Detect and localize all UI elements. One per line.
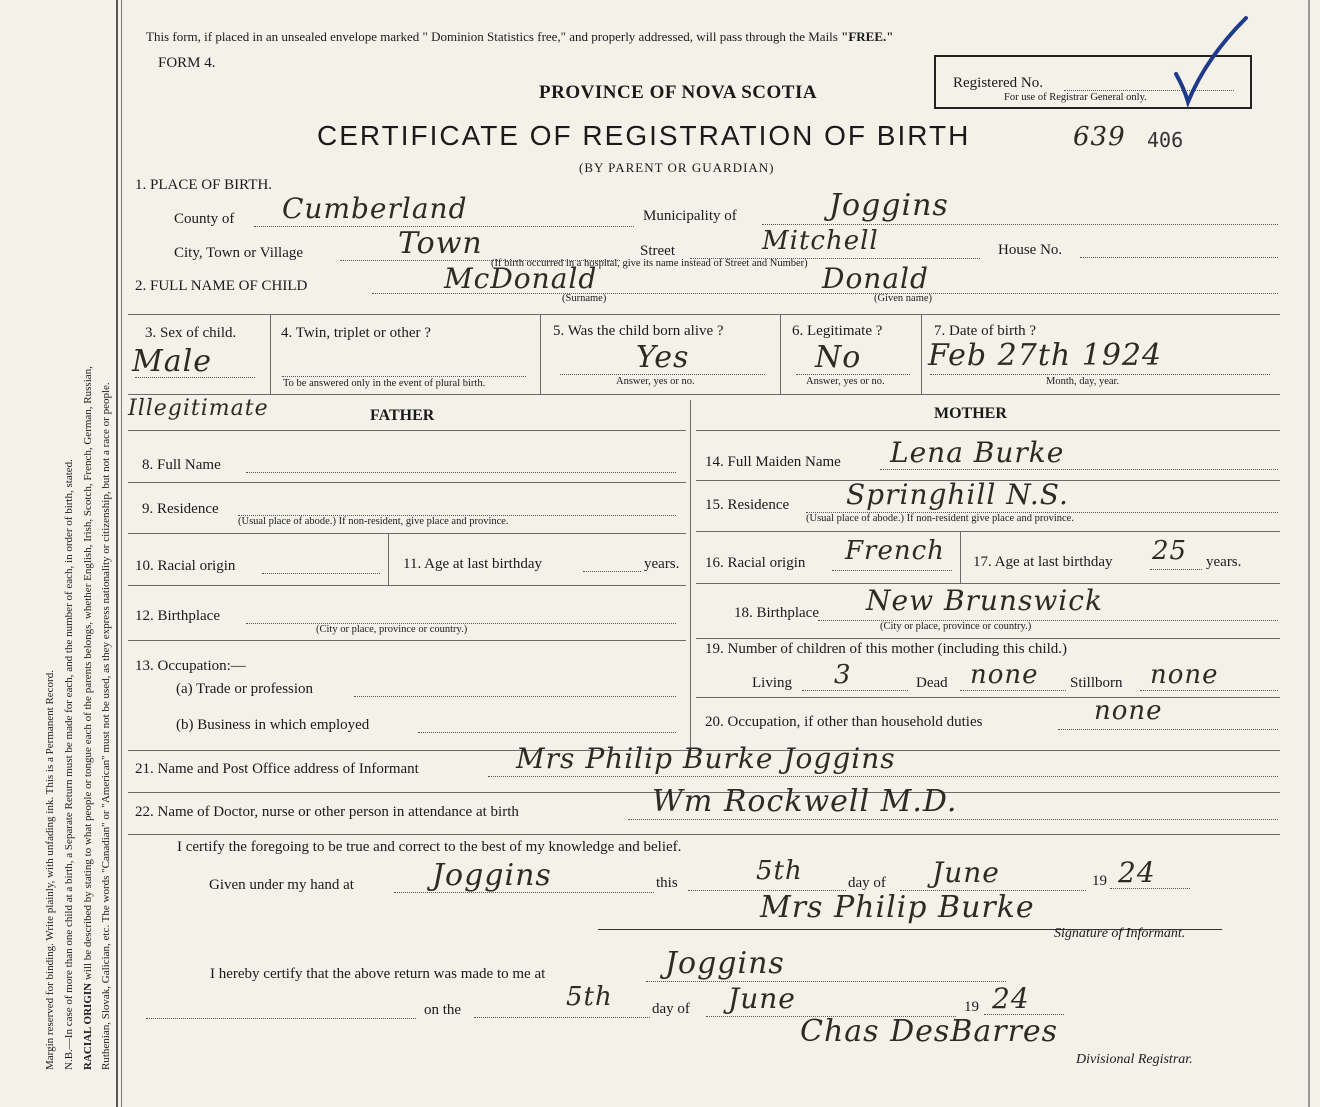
dob-line	[930, 374, 1270, 375]
certificate-number-handwritten: 639	[1073, 122, 1126, 152]
mother-dead-label: Dead	[916, 675, 948, 691]
rule-row3-top	[128, 314, 1280, 315]
mother-heading: MOTHER	[934, 405, 1007, 422]
mother-residence-value: Springhill N.S.	[846, 478, 1069, 511]
rule-10	[128, 533, 686, 534]
sex-value: Male	[132, 344, 212, 379]
registrar-label: Divisional Registrar.	[1076, 1052, 1193, 1067]
sex-label: 3. Sex of child.	[145, 325, 237, 341]
margin-note-3: RACIAL ORIGIN will be described by stating to what people or tongue each of the parents belongs, whether English, Irish, Scotch, French, German, Russian,	[82, 366, 94, 1070]
dob-label: 7. Date of birth ?	[934, 323, 1037, 339]
given-day: 5th	[756, 856, 803, 886]
informant-label: 21. Name and Post Office address of Informant	[135, 761, 419, 777]
certificate-number-stamp: 406	[1147, 128, 1184, 152]
registrar-statement: I hereby certify that the above return was made to me at	[210, 966, 546, 982]
dob-value: Feb 27th 1924	[928, 338, 1163, 373]
registrar-on-the-label: on the	[424, 1002, 462, 1018]
legitimate-note: Answer, yes or no.	[806, 376, 885, 387]
rule-20	[696, 697, 1280, 698]
rule-row3-v2	[540, 314, 541, 394]
father-age-label: 11. Age at last birthday	[403, 556, 542, 572]
mother-stillborn-value: none	[1150, 660, 1219, 690]
mother-residence-label: 15. Residence	[705, 497, 790, 513]
father-birthplace-note: (City or place, province or country.)	[316, 624, 468, 635]
rule-certification	[128, 834, 1280, 835]
certificate-title: CERTIFICATE OF REGISTRATION OF BIRTH	[317, 120, 971, 151]
registrar-lead-line	[146, 1018, 416, 1019]
binding-rule	[116, 0, 118, 1107]
rule-8	[128, 430, 686, 431]
given-year: 24	[1118, 856, 1156, 889]
doctor-value: Wm Rockwell M.D.	[652, 784, 958, 819]
mother-dead-value: none	[970, 660, 1039, 690]
informant-value: Mrs Philip Burke Joggins	[516, 742, 896, 775]
dob-note: Month, day, year.	[1046, 376, 1120, 387]
rule-center	[690, 400, 691, 756]
child-surname: McDonald	[444, 262, 598, 295]
surname-label: (Surname)	[562, 293, 607, 304]
mother-age-label: 17. Age at last birthday	[973, 554, 1113, 570]
margin-note-2: N.B.—In case of more than one child at a birth, a Separate Return must be made for each, and the number of each, in order of birth, stated.	[63, 459, 75, 1070]
mother-age-line	[1150, 569, 1202, 570]
twin-line	[282, 376, 526, 377]
informant-signature: Mrs Philip Burke	[760, 890, 1035, 925]
certificate-subtitle: (BY PARENT OR GUARDIAN)	[579, 160, 775, 175]
city-label: City, Town or Village	[174, 245, 304, 261]
mother-maiden-label: 14. Full Maiden Name	[705, 454, 841, 470]
rule-9	[128, 482, 686, 483]
registered-label: Registered No.	[953, 75, 1043, 91]
legitimate-label: 6. Legitimate ?	[792, 323, 883, 339]
county-value: Cumberland	[282, 192, 468, 225]
signature-label: Signature of Informant.	[1054, 926, 1186, 941]
registrar-day-line	[474, 1017, 650, 1018]
mother-living-line	[802, 690, 908, 691]
hospital-note: (If birth occurred in a hospital, give its name instead of Street and Number)	[491, 258, 808, 269]
mother-age-value: 25	[1152, 536, 1188, 566]
certification-statement: I certify the foregoing to be true and correct to the best of my knowledge and belief.	[177, 839, 682, 855]
rule-10-11	[388, 533, 389, 585]
registrar-day-of-label: day of	[652, 1001, 690, 1017]
doctor-label: 22. Name of Doctor, nurse or other person in attendance at birth	[135, 804, 519, 820]
margin-note-1: Margin reserved for binding. Write plainly, with unfading ink. This is a Permanent Record.	[44, 670, 56, 1070]
given-this-label: this	[656, 875, 678, 891]
father-occupation-label: 13. Occupation:—	[135, 658, 246, 674]
house-label: House No.	[998, 242, 1063, 258]
father-name-label: 8. Full Name	[142, 457, 221, 473]
father-residence-note: (Usual place of abode.) If non-resident, give place and province.	[238, 516, 509, 527]
twin-label: 4. Twin, triplet or other ?	[281, 325, 431, 341]
father-age-line	[583, 571, 641, 572]
margin-note-4: Ruthenian, Slovak, Galician, etc. The words "Canadian" or "American" must not be used, as they express nationality or citizenship, but not a race or people.	[100, 382, 112, 1070]
alive-value: Yes	[636, 340, 690, 375]
rule-14	[696, 430, 1280, 431]
mother-birthplace-label: 18. Birthplace	[734, 605, 819, 621]
mother-living-value: 3	[834, 660, 852, 690]
informant-line	[488, 776, 1278, 777]
registrar-year: 24	[992, 982, 1030, 1015]
house-line	[1080, 257, 1278, 258]
mother-dead-line	[960, 690, 1066, 691]
place-of-birth-label: 1. PLACE OF BIRTH.	[135, 177, 273, 193]
province-heading: PROVINCE OF NOVA SCOTIA	[539, 82, 818, 103]
mother-occupation-value: none	[1094, 696, 1163, 726]
father-racial-line	[262, 573, 380, 574]
rule-row3-v4	[921, 314, 922, 394]
registrar-signature: Chas DesBarres	[800, 1014, 1059, 1049]
father-racial-label: 10. Racial origin	[135, 558, 236, 574]
registrar-place: Joggins	[665, 946, 785, 981]
child-given-name: Donald	[822, 262, 929, 295]
county-label: County of	[174, 211, 235, 227]
given-label: Given under my hand at	[209, 877, 354, 893]
form-number: FORM 4.	[158, 55, 216, 71]
binding-rule-inner	[121, 0, 122, 1107]
street-label: Street	[640, 243, 675, 259]
mother-maiden-value: Lena Burke	[890, 436, 1065, 469]
father-name-line	[246, 472, 676, 473]
mother-racial-line	[832, 570, 952, 571]
registrar-year-prefix: 19	[964, 999, 979, 1015]
rule-16	[696, 531, 1280, 532]
mother-birthplace-note: (City or place, province or country.)	[880, 621, 1032, 632]
mother-occupation-line	[1058, 729, 1278, 730]
mother-stillborn-line	[1140, 690, 1278, 691]
legitimate-value: No	[815, 340, 862, 375]
mother-residence-note: (Usual place of abode.) If non-resident give place and province.	[806, 513, 1074, 524]
alive-note: Answer, yes or no.	[616, 376, 695, 387]
right-edge	[1308, 0, 1310, 1107]
mother-stillborn-label: Stillborn	[1070, 675, 1123, 691]
rule-16-17	[960, 531, 961, 583]
registrar-month: June	[728, 982, 796, 1015]
mother-occupation-label: 20. Occupation, if other than household duties	[705, 714, 983, 730]
municipality-value: Joggins	[829, 188, 949, 223]
registrar-day: 5th	[566, 982, 613, 1012]
mother-years: years.	[1206, 554, 1242, 570]
mother-children-label: 19. Number of children of this mother (including this child.)	[705, 641, 1068, 657]
father-residence-label: 9. Residence	[142, 501, 219, 517]
father-trade-label: (a) Trade or profession	[176, 681, 314, 697]
checkmark-icon	[1172, 12, 1252, 108]
given-place: Joggins	[432, 858, 552, 893]
father-business-line	[418, 732, 676, 733]
child-name-label: 2. FULL NAME OF CHILD	[135, 278, 308, 294]
legitimate-line	[796, 374, 910, 375]
mail-notice: This form, if placed in an unsealed envelope marked " Dominion Statistics free," and properly addressed, will pass through the Mails "FREE."	[146, 29, 894, 44]
father-heading: FATHER	[370, 407, 435, 424]
twin-note: To be answered only in the event of plural birth.	[283, 378, 486, 389]
municipality-line	[762, 224, 1278, 225]
rule-19	[696, 638, 1280, 639]
given-year-line	[1110, 888, 1190, 889]
registrar-place-line	[646, 981, 1006, 982]
rule-row3-bottom	[128, 394, 1280, 395]
alive-label: 5. Was the child born alive ?	[553, 323, 724, 339]
rule-12	[128, 585, 686, 586]
illegitimate-note: Illegitimate	[128, 396, 269, 421]
city-value: Town	[398, 226, 483, 261]
father-business-label: (b) Business in which employed	[176, 717, 370, 733]
mother-living-label: Living	[752, 675, 792, 691]
alive-line	[560, 374, 765, 375]
given-name-label: (Given name)	[874, 293, 933, 304]
father-trade-line	[354, 696, 676, 697]
doctor-line	[628, 819, 1278, 820]
municipality-label: Municipality of	[643, 208, 737, 224]
rule-row3-v3	[780, 314, 781, 394]
sex-line	[135, 377, 255, 378]
mother-racial-label: 16. Racial origin	[705, 555, 806, 571]
rule-row3-v1	[270, 314, 271, 394]
rule-13	[128, 640, 686, 641]
given-day-of-label: day of	[848, 875, 886, 891]
mother-birthplace-value: New Brunswick	[866, 584, 1103, 617]
father-years: years.	[644, 556, 680, 572]
father-birthplace-label: 12. Birthplace	[135, 608, 220, 624]
street-value: Mitchell	[762, 226, 879, 256]
registered-note: For use of Registrar General only.	[1004, 92, 1147, 103]
given-year-prefix: 19	[1092, 873, 1107, 889]
mother-racial-value: French	[845, 536, 945, 566]
mother-maiden-line	[880, 469, 1278, 470]
given-month: June	[932, 856, 1000, 889]
